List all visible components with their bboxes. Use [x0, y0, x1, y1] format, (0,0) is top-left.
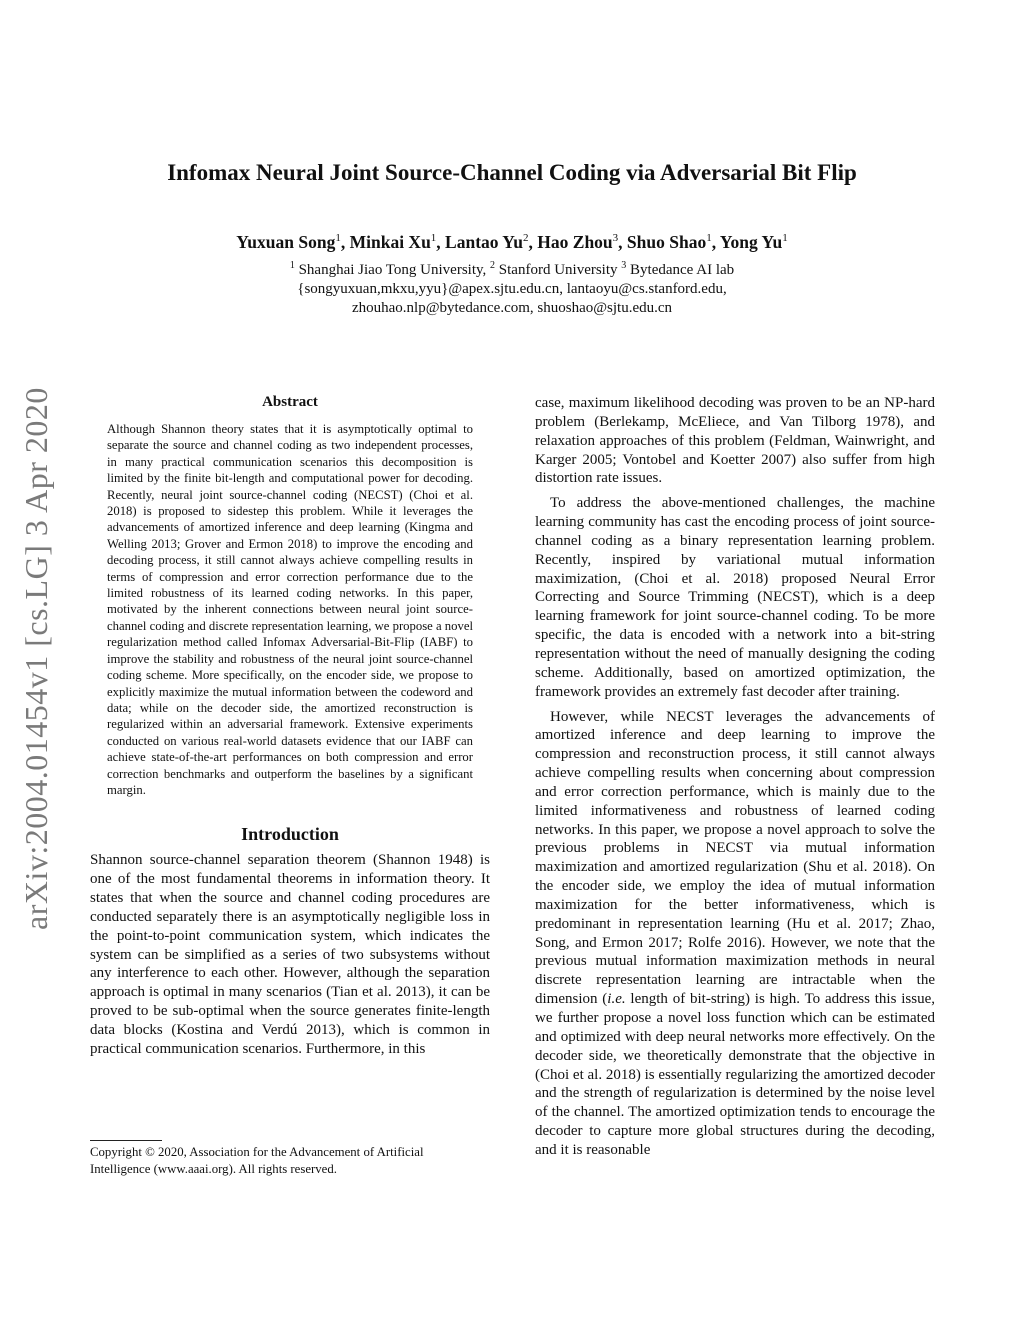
italic-abbrev: i.e.	[607, 991, 626, 1008]
author-name: Yuxuan Song	[236, 232, 336, 252]
author-name: Lantao Yu	[445, 232, 524, 252]
author-affil-mark: 1	[335, 232, 341, 245]
affiliation-line	[90, 256, 934, 280]
affil-mark: 3	[621, 260, 627, 271]
arxiv-identifier-stamp: arXiv:2004.01454v1 [cs.LG] 3 Apr 2020	[18, 387, 54, 930]
author-name: Yong Yu	[719, 232, 783, 252]
left-column	[90, 394, 490, 1059]
paper-title: Infomax Neural Joint Source-Channel Coding via Adversarial Bit Flip	[167, 160, 857, 185]
affiliations-block	[90, 256, 934, 318]
introduction-heading: Introduction	[241, 824, 339, 845]
affiliation: Stanford University	[498, 262, 618, 278]
author-affil-mark: 1	[782, 232, 788, 245]
affil-mark: 1	[289, 260, 295, 271]
footnote-divider	[90, 1140, 162, 1141]
author-list: Yuxuan Song$^1$, Minkai Xu$^1$, Lantao Yu$^2$, Hao Zhou$^3$, Shuo Shao$^1$, Yong Yu$^1$	[236, 232, 788, 252]
body-text: However, while NECST leverages the advancements of amortized inference and deep learning to improve the compression and reconstruction process, it still cannot always achieve compelling results when concerning about compression and error correction performance, which is mainly due to the limited informativeness and robustness of learned coding networks. In this paper, we propose a novel approach to solve the previous problems in NECST via mutual information maximization and amortized regularization (Shu et al. 2018). On the encoder side, we employ the idea of mutual information maximization for the better informativeness, which is predominant in representation learning (Hu et al. 2017; Zhao, Song, and Ermon 2017; Rolfe 2016). However, we note that the previous mutual information maximization methods in neural discrete representation learning are intractable when the dimension (	[535, 708, 935, 1008]
footnote-line: Copyright © 2020, Association for the Advancement of Artificial	[90, 1145, 424, 1159]
abstract-heading: Abstract	[262, 394, 318, 410]
body-text: length of bit-string) is high. To address this issue, we further propose a novel loss function which can be estimated and optimized with deep neural networks more effectively. On the decoder side, we theoretically demonstrate that the objective in (Choi et al. 2018) is essentially regularizing the amortized decoder and the strength of regularization is determined by the noise level of the channel. The amortized optimization tends to encourage the decoder to capture more global structures during the decoding, and it is reasonable	[535, 991, 935, 1158]
body-paragraph	[535, 708, 935, 1160]
body-paragraph: case, maximum likelihood decoding was proven to be an NP-hard problem (Berlekamp, McEliece, and Van Tilborg 1978), and relaxation approaches of this problem (Feldman, Wainwright, and Karger 2005; Vontobel and Koetter 2007) also suffer from high distortion rate issues.	[535, 395, 935, 487]
affiliation: Bytedance AI lab	[630, 262, 735, 278]
affil-mark: 2	[490, 260, 496, 271]
email-line: {songyuxuan,mkxu,yyu}@apex.sjtu.edu.cn, lantaoyu@cs.stanford.edu,	[297, 281, 727, 297]
author-name: Hao Zhou	[537, 232, 613, 252]
abstract-body: Although Shannon theory states that it is asymptotically optimal to separate the source and channel coding as two independent processes, in many practical communication scenarios this decomposition is limited by the finite bit-length and computational power for decoding. Recently, neural joint source-channel coding (NECST) (Choi et al. 2018) is proposed to sidestep this problem. While it leverages the advancements of amortized inference and deep learning (Kingma and Welling 2013; Grover and Ermon 2018) to improve the encoding and decoding process, it still cannot always achieve compelling results in terms of compression and error correction performance due to the limited robustness of its learned coding networks. In this paper, motivated by the inherent connections between neural joint source-channel coding and discrete representation learning, we propose a novel regularization method called Infomax Adversarial-Bit-Flip (IABF) to improve the stability and robustness of the neural joint source-channel coding scheme. More specifically, on the encoder side, we propose to explicitly maximize the mutual information between the codeword and data; while on the decoder side, the amortized reconstruction is regularized within an adversarial framework. Extensive experiments conducted on various real-world datasets evidence that our IABF can achieve state-of-the-art performances on both compression and error correction benchmarks and outperform the baselines by a significant margin.	[107, 422, 473, 797]
email-line: zhouhao.nlp@bytedance.com, shuoshao@sjtu.edu.cn	[351, 300, 673, 316]
author-affil-mark: 3	[612, 232, 619, 245]
footnote-line: Intelligence (www.aaai.org). All rights reserved.	[90, 1161, 337, 1176]
author-name: Minkai Xu	[349, 232, 431, 252]
copyright-footnote	[90, 1144, 490, 1177]
author-name: Shuo Shao	[626, 232, 707, 252]
right-column	[535, 394, 935, 1160]
body-paragraph: To address the above-mentioned challenges, the machine learning community has cast the encoding process of joint source-channel coding as a binary representation learning problem. Recently, inspired by variational mutual information maximization, (Choi et al. 2018) proposed Neural Error Correcting and Source Trimming (NECST), which is a deep learning framework for joint source-channel coding. To be more specific, the data is encoded with a network into a bit-string representation without the need of manually designing the coding scheme. Additionally, based on amortized optimization, the framework provides an extremely fast decoder after training.	[535, 495, 935, 700]
introduction-paragraph: Shannon source-channel separation theorem (Shannon 1948) is one of the most fundamental theorems in information theory. It states that when the source and channel coding procedures are conducted separately there is an asymptotically negligible loss in the point-to-point communication system, which indicates the system can be simplified as a series of two subsystems without any interference to each other. However, although the separation approach is optimal in many scenarios (Tian et al. 2013), it can be proved to be sub-optimal when the source generates finite-length data blocks (Kostina and Verdú 2013), which is common in practical communication scenarios. Furthermore, in this	[90, 852, 490, 1057]
author-affil-mark: 2	[523, 232, 529, 245]
author-affil-mark: 1	[430, 232, 437, 245]
affiliation: Shanghai Jiao Tong University,	[298, 262, 487, 278]
author-affil-mark: 1	[706, 232, 712, 245]
